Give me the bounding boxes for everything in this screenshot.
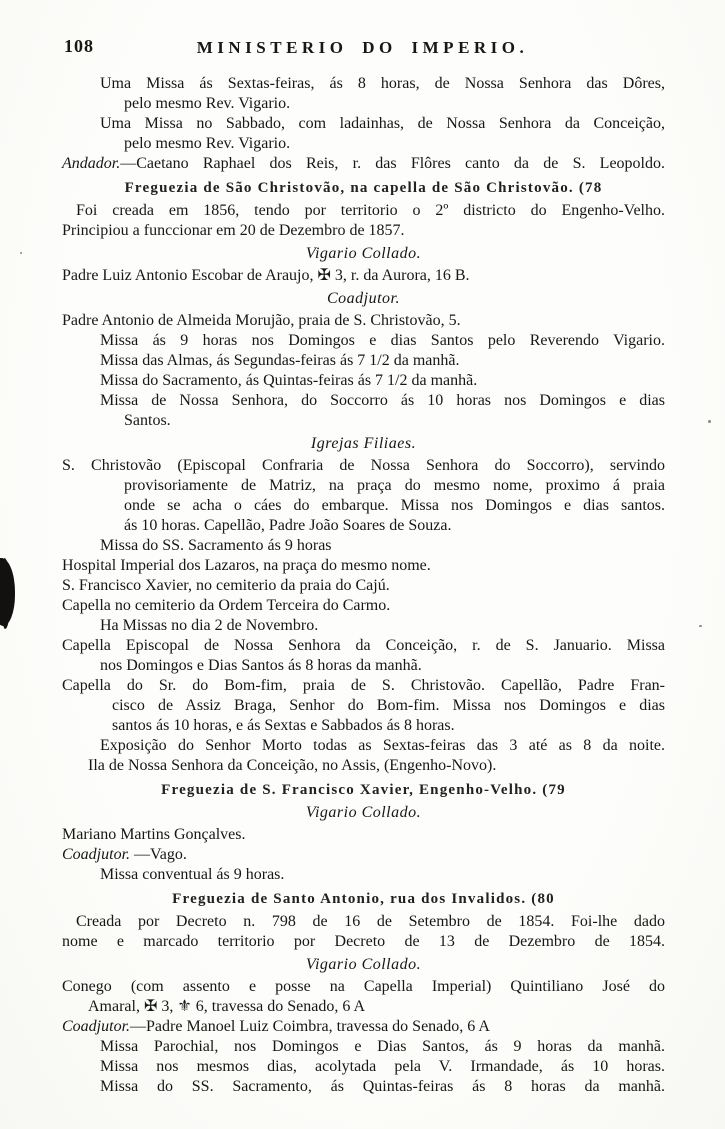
text-line: Missa ás 9 horas nos Domingos e dias Santos pelo Reverendo Vigario.	[100, 332, 665, 349]
italic-lead: Coadjutor.	[62, 846, 131, 863]
text-line: onde se acha o cáes do embarque. Missa nos Domingos e dias santos.	[124, 497, 665, 514]
italic-lead: Andador.	[62, 155, 121, 172]
text-line: Amaral, ✠ 3, ⚜ 6, travessa do Senado, 6 A	[88, 998, 366, 1015]
section-heading: Freguezia de São Christovão, na capella de São Christovão. (78	[124, 180, 603, 196]
text-line: Mariano Martins Gonçalves.	[62, 826, 246, 843]
text-line: nome e marcado territorio por Decreto de 13 de Dezembro de 1854.	[62, 933, 665, 950]
scan-speck	[708, 420, 711, 423]
text-line: Missa do SS. Sacramento, ás Quintas-feiras ás 8 horas da manhã.	[100, 1078, 665, 1095]
text-line: pelo mesmo Rev. Vigario.	[124, 135, 291, 152]
page-number: 108	[64, 36, 94, 56]
section-heading: Freguezia de S. Francisco Xavier, Engenho-Velho. (79	[161, 782, 566, 798]
text-line: Foi creada em 1856, tendo por territorio o 2º districto do Engenho-Velho.	[76, 202, 665, 219]
page-title: MINISTERIO DO IMPERIO.	[196, 38, 529, 57]
text-line: Coadjutor. —Vago.	[62, 846, 187, 863]
subsection-heading: Vigario Collado.	[305, 956, 422, 973]
ink-blot-artifact	[0, 558, 15, 626]
page-body	[62, 74, 665, 1097]
text-line: Uma Missa no Sabbado, com ladainhas, de Nossa Senhora da Conceição,	[100, 115, 665, 132]
text-line: Padre Antonio de Almeida Morujão, praia de S. Christovão, 5.	[62, 312, 461, 329]
text-line: Principiou a funccionar em 20 de Dezembro de 1857.	[62, 222, 405, 239]
running-header	[0, 0, 725, 62]
text-line: Capella do Sr. do Bom-fim, praia de S. Christovão. Capellão, Padre Fran-	[62, 677, 665, 694]
text-line: Capella Episcopal de Nossa Senhora da Conceição, r. de S. Januario. Missa	[62, 637, 665, 654]
subsection-heading: Vigario Collado.	[305, 804, 422, 821]
text-line: provisoriamente de Matriz, na praça do mesmo nome, proximo á praia	[124, 477, 665, 494]
text-line: Missa do Sacramento, ás Quintas-feiras ás 7 1/2 da manhã.	[100, 372, 478, 389]
text-line: Capella no cemiterio da Ordem Terceira do Carmo.	[62, 597, 391, 614]
text-line: Santos.	[124, 412, 171, 429]
subsection-heading: Vigario Collado.	[305, 245, 422, 262]
text-line: S. Francisco Xavier, no cemiterio da praia do Cajú.	[62, 577, 390, 594]
italic-lead: Coadjutor.	[62, 1018, 131, 1035]
scan-speck	[20, 252, 22, 254]
text-line: Ila de Nossa Senhora da Conceição, no Assis, (Engenho-Novo).	[88, 757, 497, 774]
text-line: Andador.—Caetano Raphael dos Reis, r. das Flôres canto da de S. Leopoldo.	[62, 155, 665, 172]
text-line: Missa de Nossa Senhora, do Soccorro ás 10 horas nos Domingos e dias	[100, 392, 665, 409]
text-line: Missa das Almas, ás Segundas-feiras ás 7 1/2 da manhã.	[100, 352, 460, 369]
text-line: Padre Luiz Antonio Escobar de Araujo, ✠ 3, r. da Aurora, 16 B.	[62, 267, 470, 284]
text-line: pelo mesmo Rev. Vigario.	[124, 95, 291, 112]
text-line: Exposição do Senhor Morto todas as Sextas-feiras das 3 até as 8 da noite.	[100, 737, 665, 754]
text-line: Missa Parochial, nos Domingos e Dias Santos, ás 9 horas da manhã.	[100, 1038, 665, 1055]
text-line: ás 10 horas. Capellão, Padre João Soares de Souza.	[124, 517, 452, 534]
text-line: cisco de Assiz Braga, Senhor do Bom-fim. Missa nos Domingos e dias	[112, 697, 665, 714]
scan-speck	[699, 625, 702, 627]
text-line: Hospital Imperial dos Lazaros, na praça do mesmo nome.	[62, 557, 431, 574]
text-line: Missa conventual ás 9 horas.	[100, 866, 285, 883]
text-line: Uma Missa ás Sextas-feiras, ás 8 horas, de Nossa Senhora das Dôres,	[100, 75, 665, 92]
text-line: Conego (com assento e posse na Capella Imperial) Quintiliano José do	[62, 978, 665, 995]
text-line: Creada por Decreto n. 798 de 16 de Setembro de 1854. Foi-lhe dado	[76, 913, 665, 930]
text-line: Missa do SS. Sacramento ás 9 horas	[100, 537, 332, 554]
text-line: S. Christovão (Episcopal Confraria de Nossa Senhora do Soccorro), servindo	[62, 457, 665, 474]
section-heading: Freguezia de Santo Antonio, rua dos Invalidos. (80	[172, 891, 555, 907]
subsection-heading: Coadjutor.	[326, 290, 400, 307]
text-line: Coadjutor.—Padre Manoel Luiz Coimbra, travessa do Senado, 6 A	[62, 1018, 490, 1035]
text-line: nos Domingos e Dias Santos ás 8 horas da manhã.	[100, 657, 422, 674]
text-line: santos ás 10 horas, e ás Sextas e Sabbados ás 8 horas.	[112, 717, 455, 734]
text-line: Missa nos mesmos dias, acolytada pela V. Irmandade, ás 10 horas.	[100, 1058, 665, 1075]
text-line: Ha Missas no dia 2 de Novembro.	[100, 617, 319, 634]
subsection-heading: Igrejas Filiaes.	[310, 435, 417, 452]
